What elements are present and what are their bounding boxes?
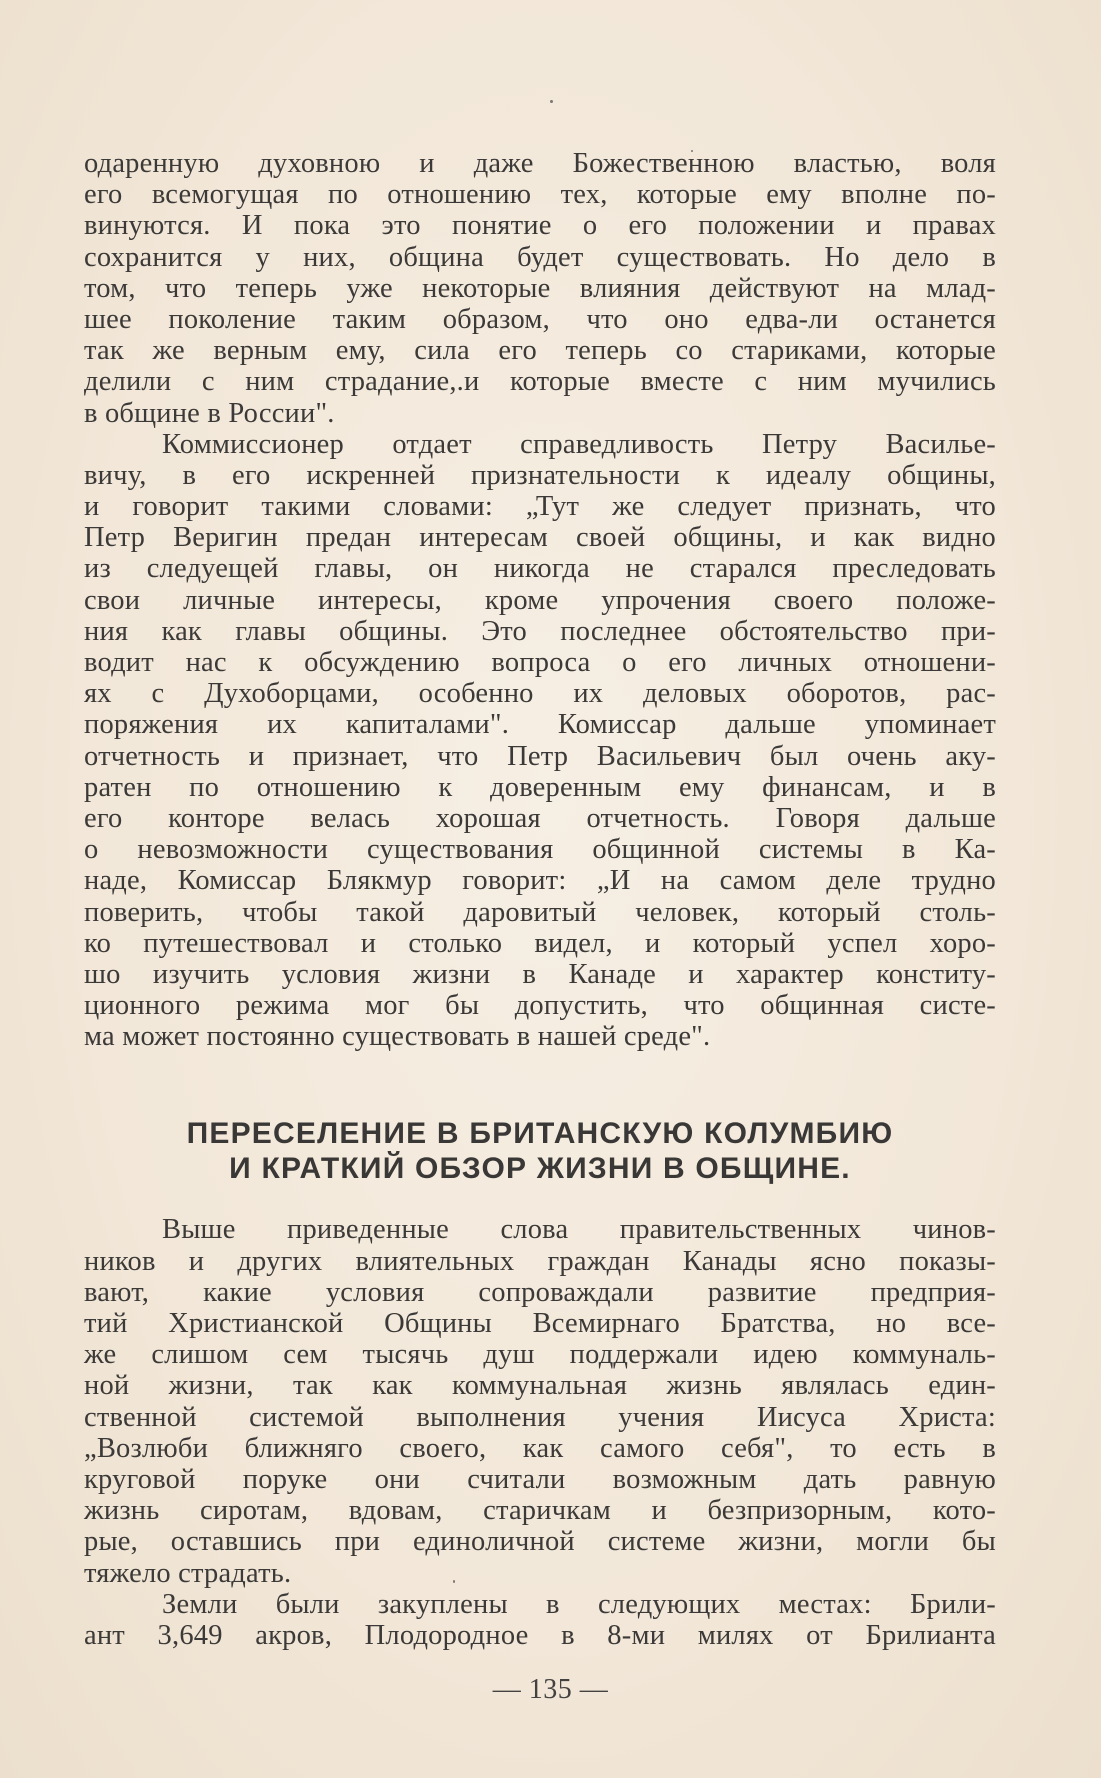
text-line: его конторе велась хорошая отчетность. Говоря дальше — [84, 802, 996, 834]
text-line: делили с ним страдание,.и которые вместе с ним мучились — [84, 366, 996, 398]
paragraph-lands — [84, 1589, 996, 1651]
section-heading — [84, 1116, 996, 1186]
text-line: ственной системой выполнения учения Иисуса Христа: — [84, 1401, 996, 1433]
text-line: отчетность и признает, что Петр Васильевич был очень аку- — [84, 740, 996, 772]
text-line: в общине в России". — [84, 397, 335, 429]
text-line: из следуещей главы, он никогда не старался преследовать — [84, 553, 996, 585]
text-line: поверить, чтобы такой даровитый человек, который столь- — [84, 896, 996, 928]
text-line: том, что теперь уже некоторые влияния действуют на млад- — [84, 272, 996, 304]
text-line: ников и других влиятельных граждан Канады ясно показы- — [84, 1245, 996, 1277]
text-line: Земли были закуплены в следующих местах: Брили- — [162, 1588, 996, 1620]
text-line: вичу, в его искренней признательности к идеалу общины, — [84, 459, 996, 491]
section-heading-line: ПЕРЕСЕЛЕНИЕ В БРИТАНСКУЮ КОЛУМБИЮ — [186, 1117, 894, 1151]
text-column — [84, 148, 996, 1651]
text-line: о невозможности существования общинной системы в Ка- — [84, 834, 996, 866]
text-line: винуются. И пока это понятие о его положении и правах — [84, 210, 996, 242]
page-number: — 135 — — [492, 1674, 609, 1705]
text-line: шо изучить условия жизни в Канаде и характер конститу- — [84, 958, 996, 990]
text-line: Петр Веригин предан интересам своей общины, и как видно — [84, 522, 996, 554]
text-line: ма может постоянно существовать в нашей среде". — [84, 1021, 711, 1053]
paragraph-continuation — [84, 148, 996, 429]
text-line: ния как главы общины. Это последнее обстоятельство при- — [84, 615, 996, 647]
text-line: жизнь сиротам, вдовам, старичкам и безпризорным, кото- — [84, 1495, 996, 1527]
text-line: ях с Духоборцами, особенно их деловых оборотов, рас- — [84, 678, 996, 710]
text-line: Коммиссионер отдает справедливость Петру Василье- — [162, 428, 996, 460]
text-line: и говорит такими словами: „Тут же следует признать, что — [84, 491, 996, 523]
text-line: ной жизни, так как коммунальная жизнь являлась един- — [84, 1370, 996, 1402]
paragraph-overview — [84, 1214, 996, 1588]
text-line: свои личные интересы, кроме упрочения своего положе- — [84, 584, 996, 616]
text-line: ант 3,649 акров, Плодородное в 8-ми милях от Брилианта — [84, 1619, 996, 1651]
text-line: ко путешествовал и столько видел, и который успел хоро- — [84, 927, 996, 959]
section-heading-line: И КРАТКИЙ ОБЗОР ЖИЗНИ В ОБЩИНЕ. — [229, 1152, 851, 1186]
text-line: тяжело страдать. — [84, 1557, 292, 1589]
paragraph-commissioner — [84, 429, 996, 1053]
text-line: так же верным ему, сила его теперь со стариками, которые — [84, 335, 996, 367]
text-line: же слишом сем тысячь душ поддержали идею коммуналь- — [84, 1339, 996, 1371]
text-line: наде, Комиссар Блякмур говорит: „И на самом деле трудно — [84, 865, 996, 897]
text-line: водит нас к обсуждению вопроса о его личных отношени- — [84, 647, 996, 678]
text-line: поряжения их капиталами". Комиссар дальше упоминает — [84, 709, 996, 741]
text-line: Выше приведенные слова правительственных чинов- — [162, 1214, 996, 1246]
text-line: круговой поруке они считали возможным дать равную — [84, 1463, 996, 1495]
text-line: шее поколение таким образом, что оно едва-ли останется — [84, 303, 996, 335]
text-line: ционного режима мог бы допустить, что общинная систе- — [84, 990, 996, 1022]
print-speck — [550, 100, 553, 103]
text-line: вают, какие условия сопроваждали развитие предприя- — [84, 1276, 996, 1308]
text-line: „Возлюби ближняго своего, как самого себя", то есть в — [84, 1432, 996, 1464]
text-line: тий Христианской Общины Всемирнаго Братства, но все- — [84, 1308, 996, 1339]
text-line: ратен по отношению к доверенным ему финансам, и в — [84, 771, 996, 803]
text-line: сохранится у них, община будет существовать. Но дело в — [84, 241, 996, 273]
text-line: одаренную духовною и даже Божественною властью, воля — [84, 148, 996, 179]
text-line: его всемогущая по отношению тех, которые ему вполне по- — [84, 179, 996, 211]
text-line: рые, оставшись при единоличной системе жизни, могли бы — [84, 1526, 996, 1558]
